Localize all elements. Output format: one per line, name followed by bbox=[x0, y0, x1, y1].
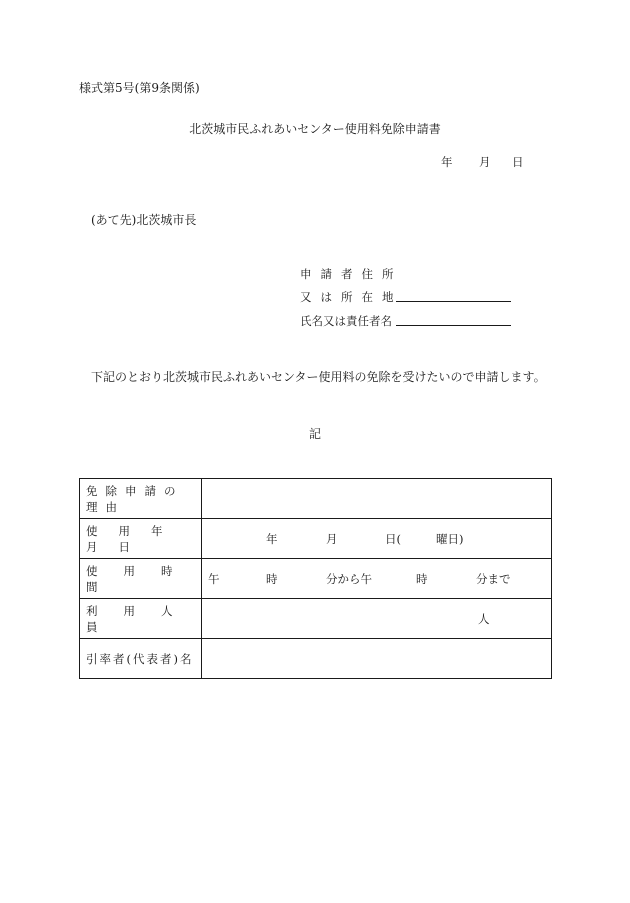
table-row bbox=[80, 639, 552, 679]
table-row bbox=[80, 599, 552, 639]
time-hour-1: 時 bbox=[266, 572, 278, 586]
date-label: 使用年月日 bbox=[86, 523, 184, 554]
people-label: 利用人員 bbox=[86, 603, 199, 634]
applicant-location-label: 又は所在地 bbox=[300, 290, 403, 304]
date-month-label: 月 bbox=[479, 155, 491, 169]
people-unit: 人 bbox=[478, 612, 490, 626]
reason-label: 免除申請の理由 bbox=[86, 483, 184, 514]
table-row bbox=[80, 559, 552, 599]
reason-field[interactable] bbox=[202, 479, 552, 519]
leader-field[interactable] bbox=[202, 639, 552, 679]
applicant-address-label: 申請者住所 bbox=[300, 267, 403, 281]
date-weekday: 曜日) bbox=[436, 532, 464, 546]
application-table bbox=[79, 478, 552, 679]
form-number: 様式第5号(第9条関係) bbox=[79, 81, 200, 95]
address-underline bbox=[396, 301, 511, 302]
time-hour-2: 時 bbox=[416, 572, 428, 586]
leader-label: 引率者(代表者)名 bbox=[86, 651, 194, 666]
name-underline bbox=[396, 325, 511, 326]
addressee: (あて先)北茨城市長 bbox=[91, 213, 197, 227]
date-year-label: 年 bbox=[441, 155, 453, 169]
body-text: 下記のとおり北茨城市民ふれあいセンター使用料の免除を受けたいので申請します。 bbox=[91, 370, 546, 384]
time-label: 使用時間 bbox=[86, 563, 199, 594]
time-field[interactable] bbox=[202, 559, 552, 599]
table-row bbox=[80, 479, 552, 519]
date-day: 日( bbox=[385, 532, 401, 546]
time-am: 午 bbox=[208, 572, 220, 586]
time-from: 分から午 bbox=[326, 572, 372, 586]
date-day-label: 日 bbox=[512, 155, 524, 169]
people-field[interactable] bbox=[202, 599, 552, 639]
document-title: 北茨城市民ふれあいセンター使用料免除申請書 bbox=[189, 122, 441, 136]
date-field[interactable] bbox=[202, 519, 552, 559]
date-year: 年 bbox=[266, 532, 278, 546]
time-until: 分まで bbox=[476, 572, 511, 586]
applicant-name-label: 氏名又は責任者名 bbox=[300, 314, 392, 328]
ki-heading: 記 bbox=[308, 427, 321, 441]
date-month: 月 bbox=[326, 532, 338, 546]
table-row bbox=[80, 519, 552, 559]
